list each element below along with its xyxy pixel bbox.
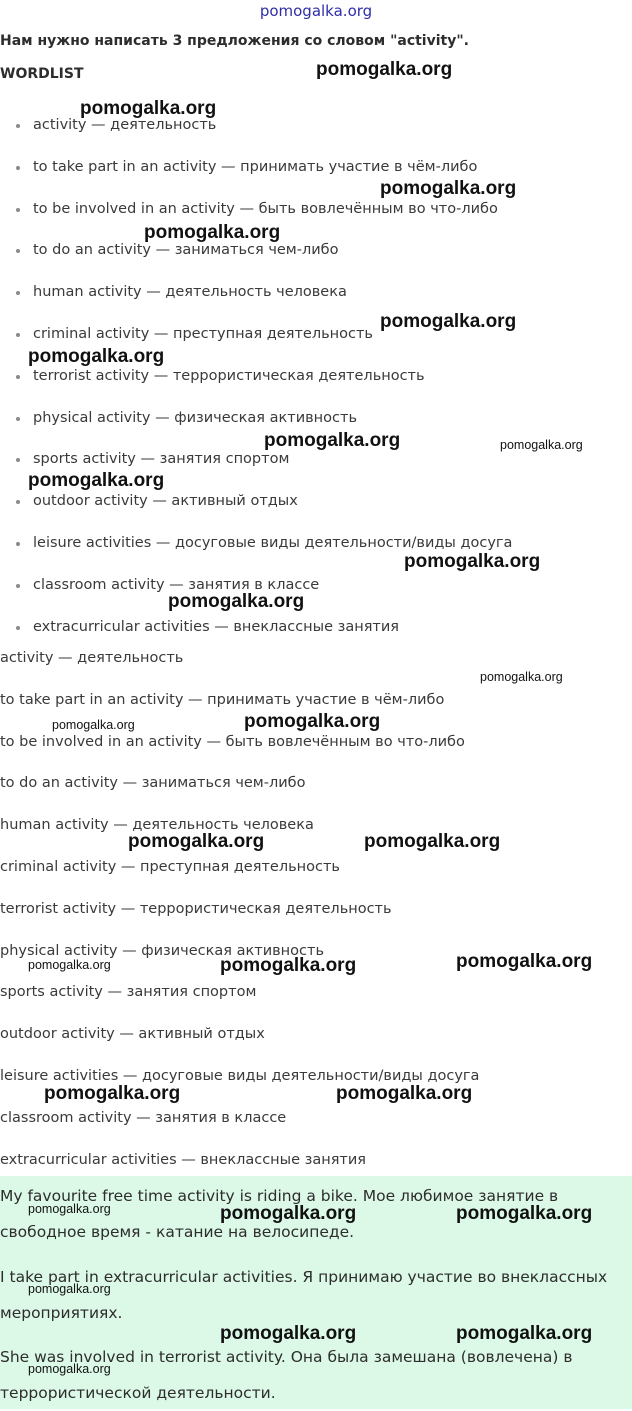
watermark: pomogalka.org <box>28 1202 111 1216</box>
list-item: outdoor activity — активный отдых <box>0 1026 265 1043</box>
list-item: sports activity — занятия спортом <box>0 984 257 1001</box>
watermark: pomogalka.org <box>28 346 165 367</box>
watermark: pomogalka.org <box>220 1203 357 1224</box>
watermark: pomogalka.org <box>128 831 265 852</box>
watermark: pomogalka.org <box>28 958 111 972</box>
list-item: extracurricular activities — внеклассные занятия <box>0 1151 367 1168</box>
list-item-text: extracurricular activities — внеклассные занятия <box>33 618 400 635</box>
list-item-text: leisure activities — досуговые виды деятельности/виды досуга <box>33 534 513 551</box>
watermark: pomogalka.org <box>80 98 217 119</box>
watermark: pomogalka.org <box>220 955 357 976</box>
bullet-icon <box>16 584 20 588</box>
list-item-text: to be involved in an activity — быть вовлечённым во что-либо <box>33 200 498 217</box>
bullet-icon <box>16 166 20 170</box>
list-item: leisure activities — досуговые виды деятельности/виды досуга <box>0 1067 480 1084</box>
watermark: pomogalka.org <box>316 59 453 80</box>
list-item: to take part in an activity — принимать участие в чём-либо <box>0 691 445 708</box>
bullet-icon <box>16 291 20 295</box>
bullet-icon <box>16 124 20 128</box>
watermark: pomogalka.org <box>244 711 381 732</box>
watermark: pomogalka.org <box>44 1083 181 1104</box>
bullet-icon <box>16 208 20 212</box>
watermark: pomogalka.org <box>336 1083 473 1104</box>
watermark: pomogalka.org <box>456 1323 593 1344</box>
bullet-icon <box>16 626 20 630</box>
list-item-text: to do an activity — заниматься чем-либо <box>33 242 339 259</box>
watermark: pomogalka.org <box>220 1323 357 1344</box>
watermark: pomogalka.org <box>264 430 401 451</box>
list-item <box>0 409 512 451</box>
list-item: terrorist activity — террористическая деятельность <box>0 900 392 917</box>
watermark: pomogalka.org <box>144 222 281 243</box>
bullet-icon <box>16 458 20 462</box>
question-text: Нам нужно написать 3 предложения со словом "activity". <box>0 33 469 49</box>
list-item <box>0 116 512 158</box>
list-item-text: sports activity — занятия спортом <box>33 451 290 468</box>
watermark: pomogalka.org <box>380 178 517 199</box>
watermark: pomogalka.org <box>500 438 583 452</box>
watermark: pomogalka.org <box>52 718 135 732</box>
watermark: pomogalka.org <box>480 670 563 684</box>
list-item <box>0 492 512 534</box>
list-item <box>0 367 512 409</box>
answer-sentence-3: She was involved in terrorist activity. Она была замешана (вовлечена) в террористической деятельности. <box>0 1348 573 1402</box>
watermark: pomogalka.org <box>380 311 517 332</box>
bullet-icon <box>16 333 20 337</box>
list-item-text: outdoor activity — активный отдых <box>33 493 298 510</box>
answer-sentence-1: My favourite free time activity is riding a bike. Мое любимое занятие в свободное время - катание на велосипеде. <box>0 1187 559 1241</box>
list-item-text: terrorist activity — террористическая деятельность <box>33 367 425 384</box>
list-item-text: human activity — деятельность человека <box>33 284 347 301</box>
list-item: physical activity — физическая активность <box>0 942 324 959</box>
answer-sentence-2: I take part in extracurricular activities. Я принимаю участие во внеклассных мероприятиях. <box>0 1268 608 1322</box>
bullet-icon <box>16 249 20 253</box>
bullet-icon <box>16 417 20 421</box>
list-item <box>0 241 512 283</box>
list-item-text: activity — деятельность <box>33 117 217 133</box>
list-item-text: physical activity — физическая активность <box>33 409 357 426</box>
watermark: pomogalka.org <box>28 1282 111 1296</box>
watermark: pomogalka.org <box>456 1203 593 1224</box>
bullet-icon <box>16 500 20 504</box>
bullet-icon <box>16 375 20 379</box>
site-link[interactable]: pomogalka.org <box>259 2 373 20</box>
list-item: to do an activity — заниматься чем-либо <box>0 775 306 792</box>
list-item: to be involved in an activity — быть вовлечённым во что-либо <box>0 733 465 750</box>
list-item: criminal activity — преступная деятельность <box>0 858 340 875</box>
watermark: pomogalka.org <box>28 470 165 491</box>
watermark: pomogalka.org <box>456 951 593 972</box>
watermark: pomogalka.org <box>168 591 305 612</box>
list-item-text: criminal activity — преступная деятельность <box>33 325 373 342</box>
wordlist-heading: WORDLIST <box>0 66 84 82</box>
watermark: pomogalka.org <box>404 551 541 572</box>
list-item: classroom activity — занятия в классе <box>0 1109 287 1126</box>
list-item: activity — деятельность <box>0 650 184 666</box>
list-item-text: classroom activity — занятия в классе <box>33 576 320 593</box>
list-item: human activity — деятельность человека <box>0 817 314 834</box>
watermark: pomogalka.org <box>364 831 501 852</box>
bullet-icon <box>16 542 20 546</box>
list-item-text: to take part in an activity — принимать участие в чём-либо <box>33 158 478 175</box>
watermark: pomogalka.org <box>28 1362 111 1376</box>
